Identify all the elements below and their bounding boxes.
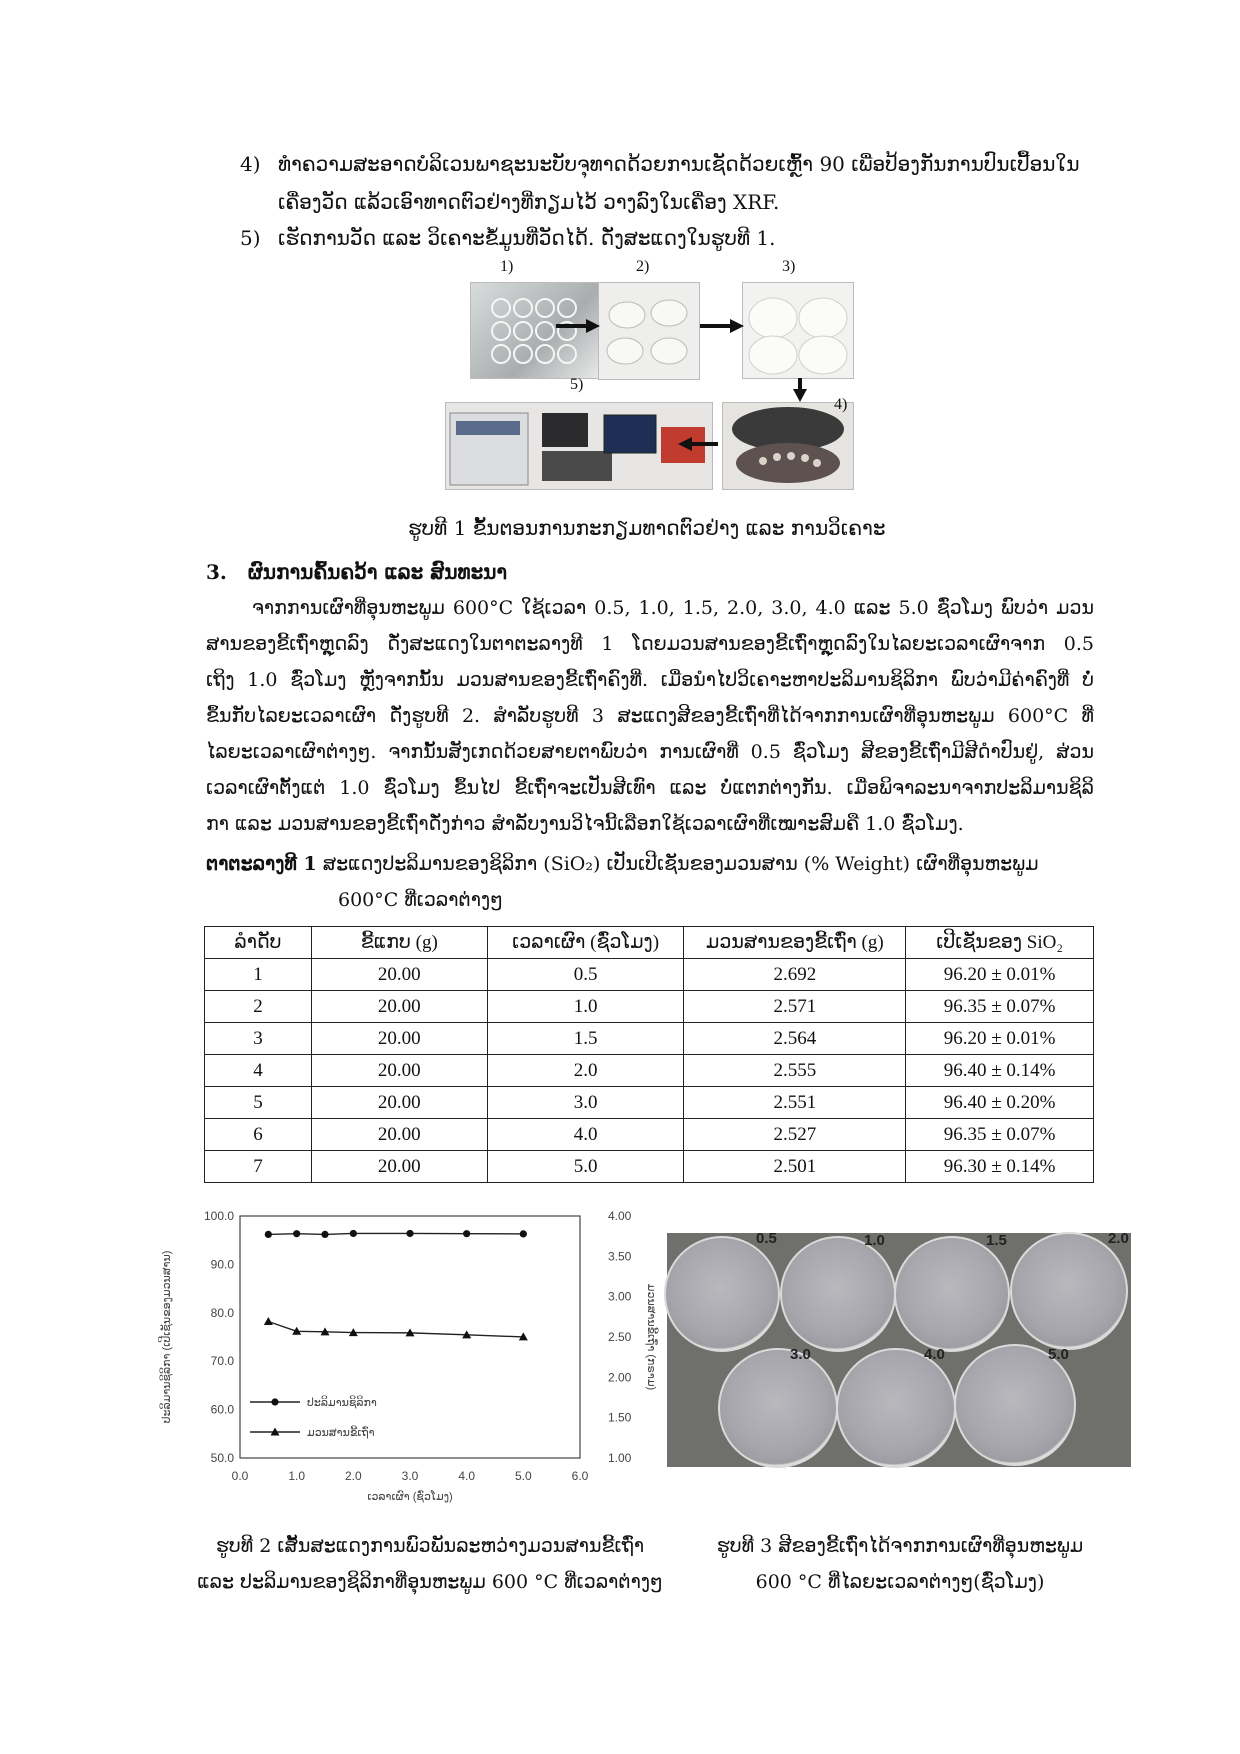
- paragraph-line-2: ສານຂອງຂີ້ເຖົ່າຫຼຸດລົງ ດັ່ງສະແດງໃນຕາຕະລາງທີ 1 ໂດຍມວນສານຂອງຂີ້ເຖົ່າຫຼຸດລົງໃນໄລຍະເວລາເຜົາຈາກ 0.5: [206, 633, 1094, 655]
- chart-axes: [159, 1209, 658, 1503]
- table-1-caption-label: ຕາຕະລາງທີ 1: [206, 853, 317, 875]
- y-tick-label: 100.0: [203, 1209, 234, 1223]
- cell-order: 2: [205, 991, 312, 1023]
- x-tick-label: 6.0: [571, 1469, 589, 1483]
- xrf-computer-drawing: [446, 403, 712, 489]
- data-point: [520, 1230, 527, 1237]
- cell-sio2-percent: 96.20 ± 0.01%: [906, 1023, 1094, 1055]
- cell-sio2-percent: 96.35 ± 0.07%: [906, 991, 1094, 1023]
- header-order: ລຳດັບ: [205, 927, 312, 959]
- figure-1-label-5: 5): [570, 376, 584, 393]
- dish-label: 3.0: [790, 1346, 811, 1363]
- figure-1-label-1: 1): [500, 258, 514, 275]
- cell-burn-time: 3.0: [487, 1087, 684, 1119]
- data-point: [321, 1231, 328, 1238]
- data-point: [350, 1230, 357, 1237]
- series-line: [268, 1233, 523, 1234]
- cell-ash-mass: 2.692: [684, 959, 906, 991]
- cell-rice-husk: 20.00: [311, 959, 487, 991]
- y-tick-label: 60.0: [210, 1402, 234, 1417]
- paragraph-line-7: ກາ ແລະ ມວນສານຂອງຂີ້ເຖົ່າດັ່ງກ່າວ ສຳລັບງານວິໄຈນີ້ເລືອກໃຊ້ເວລາເຜົາທີ່ເໝາະສົມຄື 1.0 ຊົ່ວໂມງ.: [206, 813, 964, 835]
- x-tick-label: 4.0: [458, 1469, 476, 1483]
- paragraph-line-1: ຈາກການເຜົາທີ່ອຸນຫະພູມ 600°C ໃຊ້ເວລາ 0.5, 1.0, 1.5, 2.0, 3.0, 4.0 ແລະ 5.0 ຊົ່ວໂມງ ພົບວ່າ ມວນ: [252, 597, 1094, 619]
- data-point: [293, 1230, 300, 1237]
- x-tick-label: 0.0: [231, 1469, 249, 1483]
- table-row: [205, 1119, 1094, 1151]
- figure-2-caption-line-1: ຮູບທີ 2 ເສັ້ນສະແດງການພົວພັນລະຫວ່າງມວນສານຂີ້ເຖົ່າ: [215, 1535, 645, 1557]
- arrow-right-icon: [556, 318, 600, 334]
- dish-label: 5.0: [1048, 1346, 1069, 1363]
- step-4-line-1: ທຳຄວາມສະອາດບໍລິເວນພາຊະນະບັບຈຸທາດດ້ວຍການເຊັດດ້ວຍເຫຼົ້າ 90 ເພື່ອປ້ອງກັນການປົນເປື້ອນໃນ: [278, 152, 1080, 176]
- cell-rice-husk: 20.00: [311, 1087, 487, 1119]
- pressed-pellets-drawing: [743, 283, 853, 378]
- section-title: ຜົນການຄົ້ນຄວ້າ ແລະ ສົນທະນາ: [248, 560, 508, 584]
- table-1-caption-text: ສະແດງປະລິມານຂອງຊິລິກາ (SiO₂) ເປັນເປີເຊັນຂອງມວນສານ (% Weight) ເຜົາທີ່ອຸນຫະພູມ: [322, 853, 1039, 875]
- cell-sio2-percent: 96.40 ± 0.20%: [906, 1087, 1094, 1119]
- cell-order: 1: [205, 959, 312, 991]
- paragraph-line-4: ຂຶ້ນກັບໄລຍະເວລາເຜົາ ດັ່ງຮູບທີ 2. ສຳລັບຮູບທີ 3 ສະແດງສີຂອງຂີ້ເຖົ່າທີ່ໄດ້ຈາກການເຜົາທີ່ອຸນຫະພູມ 600°C ທີ່: [206, 705, 1094, 727]
- xrf-instrument-drawing: [723, 403, 853, 489]
- y2-tick-label: 1.50: [608, 1410, 632, 1425]
- data-point: [265, 1231, 272, 1238]
- y2-tick-label: 3.00: [608, 1289, 632, 1304]
- y-tick-label: 70.0: [210, 1354, 234, 1369]
- cell-burn-time: 0.5: [487, 959, 684, 991]
- cell-burn-time: 4.0: [487, 1119, 684, 1151]
- figure-3-caption-line-1: ຮູບທີ 3 ສີຂອງຂີ້ເຖົ່າໄດ້ຈາກການເຜົາທີ່ອຸນຫະພູມ: [716, 1535, 1084, 1557]
- table-row: [205, 1087, 1094, 1119]
- dish-label: 1.0: [864, 1232, 885, 1249]
- cell-rice-husk: 20.00: [311, 991, 487, 1023]
- y-tick-label: 80.0: [210, 1305, 234, 1320]
- cell-sio2-percent: 96.40 ± 0.14%: [906, 1055, 1094, 1087]
- ash-dish: [718, 1348, 838, 1468]
- figure-2-chart: [150, 1196, 657, 1516]
- photo-sample-cups: [598, 282, 700, 380]
- legend-marker: [271, 1398, 278, 1405]
- cell-order: 3: [205, 1023, 312, 1055]
- y-axis-label: ປະລິມານຊິລິກາ (ເປີເຊັນຂອງມວນສານ): [161, 1250, 173, 1424]
- cell-rice-husk: 20.00: [311, 1151, 487, 1183]
- photo-xrf-instrument: [722, 402, 854, 490]
- y2-tick-label: 4.00: [608, 1209, 632, 1223]
- x-axis-label: ເວລາເຜົາ (ຊົ່ວໂມງ): [367, 1491, 453, 1503]
- paragraph-line-3: ເຖິງ 1.0 ຊົ່ວໂມງ ຫຼັງຈາກນັ້ນ ມວນສານຂອງຂີ້ເຖົ່າຄົງທີ່. ເມື່ອນຳໄປວິເຄາະຫາປະລິມານຊິລິກາ ພົບວ່າມີຄ່າຄົງທີ່ ບໍ່: [206, 669, 1094, 691]
- step-5-number: 5): [240, 226, 261, 250]
- cell-ash-mass: 2.551: [684, 1087, 906, 1119]
- table-row: [205, 959, 1094, 991]
- cell-rice-husk: 20.00: [311, 1055, 487, 1087]
- cell-order: 6: [205, 1119, 312, 1151]
- x-tick-label: 1.0: [288, 1469, 306, 1483]
- header-sio2-percent: ເປີເຊັນຂອງ SiO₂: [906, 927, 1094, 959]
- cell-ash-mass: 2.555: [684, 1055, 906, 1087]
- arrow-down-icon: [792, 378, 808, 402]
- cell-burn-time: 1.5: [487, 1023, 684, 1055]
- cell-order: 7: [205, 1151, 312, 1183]
- figure-1-label-3: 3): [782, 258, 796, 275]
- ash-dish: [836, 1348, 956, 1468]
- header-rice-husk: ຂີ້ແກບ (g): [311, 927, 487, 959]
- table-header-row: [205, 927, 1094, 959]
- x-tick-label: 5.0: [514, 1469, 532, 1483]
- y-tick-label: 90.0: [210, 1257, 234, 1272]
- header-burn-time: ເວລາເຜົາ (ຊົ່ວໂມງ): [487, 927, 684, 959]
- photo-xrf-computer: [445, 402, 713, 490]
- x-tick-label: 2.0: [344, 1469, 362, 1483]
- cell-sio2-percent: 96.35 ± 0.07%: [906, 1119, 1094, 1151]
- figure-2-caption-line-2: ແລະ ປະລິມານຂອງຊິລິກາທີ່ອຸນຫະພູມ 600 °C ທີ່ເວລາຕ່າງໆ: [197, 1571, 663, 1593]
- figure-1-label-4: 4): [834, 396, 848, 413]
- cell-rice-husk: 20.00: [311, 1023, 487, 1055]
- arrow-right-icon: [700, 318, 744, 334]
- paragraph-line-6: ເວລາເຜົາຕັ້ງແຕ່ 1.0 ຊົ່ວໂມງ ຂຶ້ນໄປ ຂີ້ເຖົ່າຈະເປັນສີເທົາ ແລະ ບໍ່ແຕກຕ່າງກັນ. ເມື່ອພິຈາລະນາຈາກປະລິມານຊິລິ: [206, 777, 1094, 799]
- table-1: [204, 926, 1094, 1183]
- y2-tick-label: 2.50: [608, 1330, 632, 1344]
- step-5-line-1: ເຮັດການວັດ ແລະ ວິເຄາະຂໍ້ມູນທີ່ວັດໄດ້. ດັ່ງສະແດງໃນຮູບທີ 1.: [278, 226, 776, 250]
- cell-ash-mass: 2.571: [684, 991, 906, 1023]
- cell-sio2-percent: 96.30 ± 0.14%: [906, 1151, 1094, 1183]
- figure-1-caption: ຮູບທີ 1 ຂັ້ນຕອນການກະກຽມທາດຕົວຢ່າງ ແລະ ການວິເຄາະ: [408, 516, 886, 540]
- table-1-caption-line-2: 600°C ທີ່ເວລາຕ່າງໆ: [338, 889, 503, 911]
- cell-burn-time: 5.0: [487, 1151, 684, 1183]
- cell-ash-mass: 2.527: [684, 1119, 906, 1151]
- figure-3-caption-line-2: 600 °C ທີ່ໄລຍະເວລາຕ່າງໆ(ຊົ່ວໂມງ): [755, 1571, 1045, 1593]
- cell-order: 4: [205, 1055, 312, 1087]
- step-4-number: 4): [240, 152, 261, 176]
- y2-tick-label: 1.00: [608, 1451, 632, 1465]
- dish-label: 1.5: [986, 1232, 1007, 1249]
- table-row: [205, 991, 1094, 1023]
- legend-label: ປະລິມານຊິລິກາ: [307, 1397, 377, 1409]
- y2-tick-label: 2.00: [608, 1370, 632, 1385]
- table-row: [205, 1055, 1094, 1087]
- cell-ash-mass: 2.501: [684, 1151, 906, 1183]
- ash-dish: [894, 1236, 1010, 1352]
- dish-label: 0.5: [756, 1230, 777, 1247]
- dish-label: 4.0: [924, 1346, 945, 1363]
- chart-legend: [250, 1396, 377, 1439]
- x-tick-label: 3.0: [401, 1469, 419, 1483]
- section-number: 3.: [206, 560, 227, 584]
- cell-burn-time: 1.0: [487, 991, 684, 1023]
- dish-label: 2.0: [1108, 1230, 1129, 1247]
- figure-1-label-2: 2): [636, 258, 650, 275]
- table-row: [205, 1023, 1094, 1055]
- sample-cups-drawing: [599, 283, 699, 379]
- ash-dish: [780, 1236, 896, 1352]
- legend-label: ມວນສານຂີ້ເຖົ່າ: [307, 1427, 375, 1439]
- data-point: [264, 1317, 273, 1325]
- photo-pressed-pellets: [742, 282, 854, 379]
- cell-sio2-percent: 96.20 ± 0.01%: [906, 959, 1094, 991]
- y-tick-label: 50.0: [210, 1451, 234, 1465]
- y2-axis-label: ມວນສານຂີ້ເຖົ່າ (ກຣາມ): [645, 1283, 657, 1391]
- chart-series: [264, 1230, 528, 1341]
- step-4-line-2: ເຄື່ອງວັດ ແລ້ວເອົາທາດຕົວຢ່າງທີ່ກຽມໄວ້ ວາງລົງໃນເຄື່ອງ XRF.: [278, 190, 780, 214]
- cell-ash-mass: 2.564: [684, 1023, 906, 1055]
- table-1-caption: [206, 850, 1039, 878]
- header-ash-mass: ມວນສານຂອງຂີ້ເຖົ່າ (g): [684, 927, 906, 959]
- paragraph-line-5: ໄລຍະເວລາເຜົາຕ່າງໆ. ຈາກນັ້ນສັງເກດດ້ວຍສາຍຕາພົບວ່າ ການເຜົາທີ່ 0.5 ຊົ່ວໂມງ ສີຂອງຂີ້ເຖົ່າມີສີດຳປົນຢູ່, ສ່ວນ: [206, 741, 1094, 763]
- cell-order: 5: [205, 1087, 312, 1119]
- table-row: [205, 1151, 1094, 1183]
- cell-burn-time: 2.0: [487, 1055, 684, 1087]
- ash-dish: [664, 1236, 780, 1352]
- series-line: [268, 1322, 523, 1337]
- ash-dish: [1010, 1232, 1128, 1350]
- arrow-left-icon: [678, 436, 718, 452]
- data-point: [406, 1230, 413, 1237]
- plot-frame: [240, 1216, 580, 1458]
- data-point: [463, 1230, 470, 1237]
- cell-rice-husk: 20.00: [311, 1119, 487, 1151]
- y2-tick-label: 3.50: [608, 1249, 632, 1264]
